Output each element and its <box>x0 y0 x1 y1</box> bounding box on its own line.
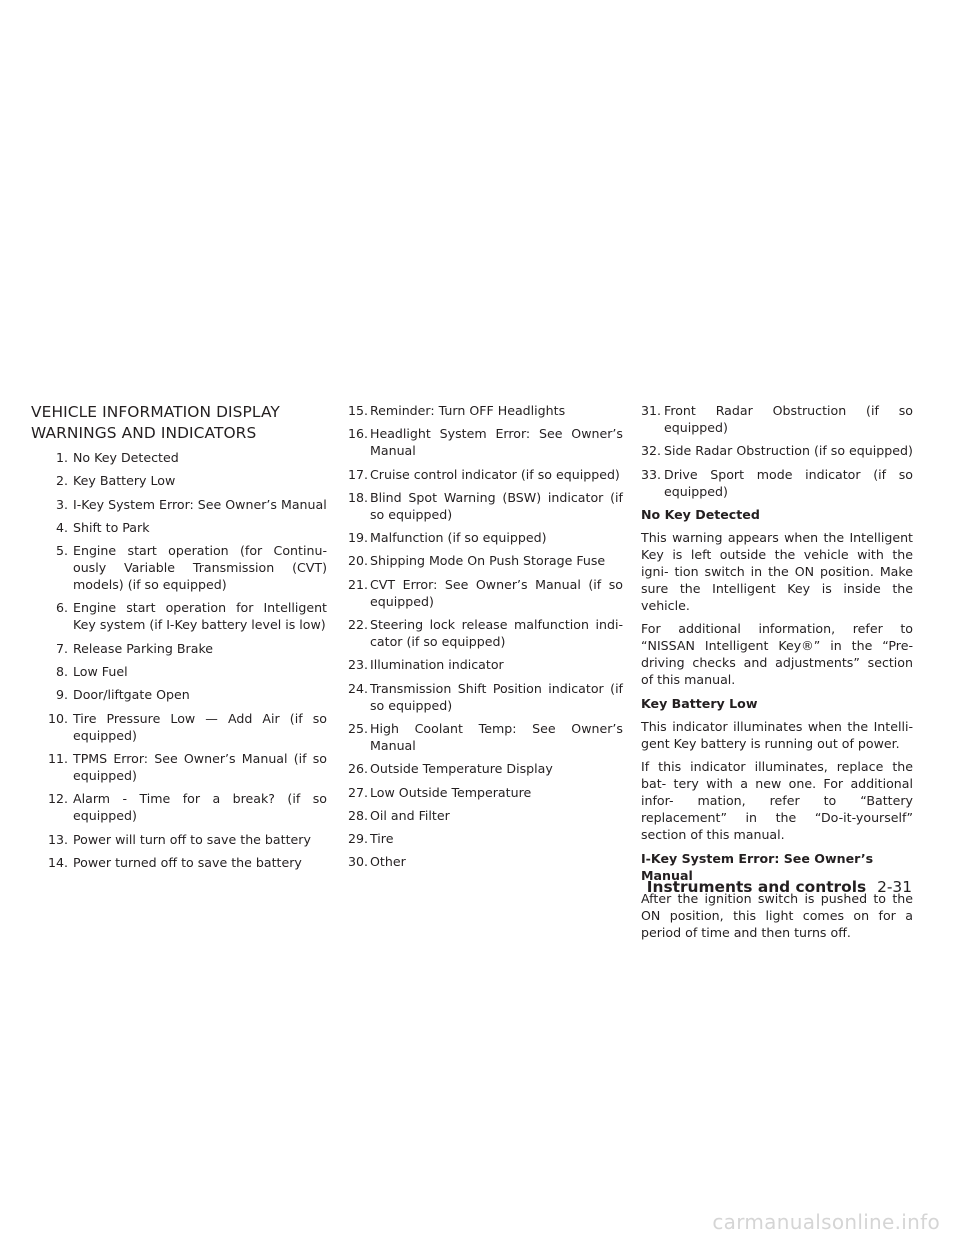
item-number: 16. <box>348 426 369 442</box>
list-item <box>348 489 623 523</box>
item-text: Low Fuel <box>73 664 128 680</box>
item-text: Power turned off to save the battery <box>73 854 302 870</box>
item-number: 26. <box>348 761 369 777</box>
item-text: CVT Error: See Owner’s Manual (if so equipped) <box>370 576 623 609</box>
item-number: 1. <box>55 450 68 465</box>
column-right <box>641 402 913 947</box>
list-item <box>31 449 327 466</box>
list-item <box>31 599 327 633</box>
list-item <box>348 656 623 673</box>
item-number: 13. <box>47 831 68 847</box>
item-number: 6. <box>55 600 68 616</box>
list-item <box>348 807 623 824</box>
list-item <box>31 790 327 824</box>
item-number: 19. <box>348 530 369 546</box>
item-number: 33. <box>641 466 662 482</box>
item-number: 24. <box>348 680 369 696</box>
item-text: Oil and Filter <box>370 807 450 823</box>
item-text: TPMS Error: See Owner’s Manual (if so equipped) <box>73 750 327 783</box>
paragraph: This indicator illuminates when the Intelli- gent Key battery is running out of power. <box>641 719 913 752</box>
list-item <box>31 686 327 703</box>
item-text: Transmission Shift Position indicator (if so equipped) <box>370 680 623 713</box>
item-number: 22. <box>348 617 369 633</box>
list-item <box>31 750 327 784</box>
item-text: Malfunction (if so equipped) <box>370 530 547 546</box>
section-heading-line2: WARNINGS AND INDICATORS <box>31 424 257 442</box>
list-item <box>31 640 327 657</box>
list-item <box>641 466 913 500</box>
list-item <box>348 784 623 801</box>
footer-section-title: Instruments and controls <box>646 878 867 896</box>
list-item <box>348 616 623 650</box>
item-number: 28. <box>348 807 369 823</box>
column-left <box>31 402 327 877</box>
list-item <box>641 442 913 459</box>
item-number: 20. <box>348 553 369 569</box>
list-item <box>31 519 327 536</box>
list-item <box>348 680 623 714</box>
list-item <box>31 710 327 744</box>
item-text: Steering lock release malfunction indi- cator (if so equipped) <box>370 617 623 650</box>
item-number: 3. <box>55 496 68 512</box>
paragraph: If this indicator illuminates, replace the bat- tery with a new one. For additional infor- mation, refer to “Battery replacement” in the “Do-it-yourself” section of this manual. <box>641 759 913 843</box>
item-number: 7. <box>55 640 68 656</box>
list-item <box>31 663 327 680</box>
item-text: Low Outside Temperature <box>370 784 532 800</box>
list-item <box>31 854 327 871</box>
item-text: Tire <box>370 831 394 847</box>
paragraph: After the ignition switch is pushed to the ON position, this light comes on for a period of time and then turns off. <box>641 890 913 940</box>
section-heading <box>31 402 327 444</box>
item-number: 4. <box>55 519 68 535</box>
item-text: Engine start operation (for Continu- ously Variable Transmission (CVT) models) (if so equipped) <box>73 543 327 593</box>
item-number: 15. <box>348 403 369 418</box>
subheading-no-key-detected: No Key Detected <box>641 506 760 522</box>
item-number: 14. <box>47 854 68 870</box>
list-item <box>31 542 327 593</box>
subheading-i-key-system-error: I-Key System Error: See Owner’s Manual <box>641 850 874 883</box>
item-text: Shift to Park <box>73 519 150 535</box>
page-footer <box>647 878 912 896</box>
list-item <box>348 576 623 610</box>
item-text: Reminder: Turn OFF Headlights <box>370 403 566 418</box>
list-item <box>348 529 623 546</box>
item-number: 27. <box>348 784 369 800</box>
list-item <box>348 853 623 870</box>
list-item <box>348 466 623 483</box>
item-number: 18. <box>348 489 369 505</box>
list-item <box>348 425 623 459</box>
item-number: 9. <box>55 687 68 703</box>
item-text: Door/liftgate Open <box>73 687 190 703</box>
item-text: Other <box>370 854 406 870</box>
watermark-text: carmanualsonline.info <box>712 1210 940 1234</box>
list-item <box>348 760 623 777</box>
item-number: 21. <box>348 576 369 592</box>
page-number: 2-31 <box>877 878 912 896</box>
item-number: 11. <box>47 750 68 766</box>
item-text: Outside Temperature Display <box>370 761 553 777</box>
item-text: Illumination indicator <box>370 657 504 673</box>
item-number: 10. <box>47 710 68 726</box>
list-item <box>348 552 623 569</box>
item-text: Release Parking Brake <box>73 640 214 656</box>
item-text: Headlight System Error: See Owner’s Manual <box>370 426 623 459</box>
item-text: I-Key System Error: See Owner’s Manual <box>73 496 327 512</box>
paragraph: For additional information, refer to “NISSAN Intelligent Key®” in the “Pre-driving checks and adjustments” section of this manual. <box>641 621 913 688</box>
item-number: 8. <box>55 664 68 680</box>
section-heading-line1: VEHICLE INFORMATION DISPLAY <box>31 403 280 421</box>
item-text: Shipping Mode On Push Storage Fuse <box>370 553 606 569</box>
item-number: 25. <box>348 720 369 736</box>
list-item <box>31 472 327 489</box>
list-item <box>31 496 327 513</box>
item-text: Side Radar Obstruction (if so equipped) <box>664 443 913 459</box>
item-number: 5. <box>55 543 68 559</box>
item-number: 2. <box>55 473 68 489</box>
list-item <box>641 402 913 436</box>
item-text: Key Battery Low <box>73 473 176 489</box>
item-text: High Coolant Temp: See Owner’s Manual <box>370 720 623 753</box>
item-number: 12. <box>47 791 68 807</box>
list-item <box>348 402 623 419</box>
item-text: Power will turn off to save the battery <box>73 831 311 847</box>
item-text: Drive Sport mode indicator (if so equipped) <box>664 466 913 499</box>
item-text: Front Radar Obstruction (if so equipped) <box>664 403 913 435</box>
item-text: Cruise control indicator (if so equipped) <box>370 466 620 482</box>
item-text: Alarm - Time for a break? (if so equipped) <box>73 791 327 824</box>
item-number: 31. <box>641 403 662 418</box>
item-number: 32. <box>641 443 662 459</box>
list-item <box>348 720 623 754</box>
list-item <box>31 831 327 848</box>
item-number: 23. <box>348 657 369 673</box>
item-number: 17. <box>348 466 369 482</box>
column-middle <box>348 402 623 877</box>
paragraph: This warning appears when the Intelligent Key is left outside the vehicle with the igni- tion switch in the ON position. Make sure the Intelligent Key is inside the vehicle. <box>641 530 913 614</box>
list-item <box>348 830 623 847</box>
item-text: Tire Pressure Low — Add Air (if so equipped) <box>73 710 327 743</box>
subheading-key-battery-low: Key Battery Low <box>641 695 758 711</box>
item-number: 30. <box>348 854 369 870</box>
item-number: 29. <box>348 831 369 847</box>
item-text: Engine start operation for Intelligent Key system (if I-Key battery level is low) <box>73 600 327 633</box>
item-text: Blind Spot Warning (BSW) indicator (if so equipped) <box>370 489 623 522</box>
item-text: No Key Detected <box>73 450 179 465</box>
